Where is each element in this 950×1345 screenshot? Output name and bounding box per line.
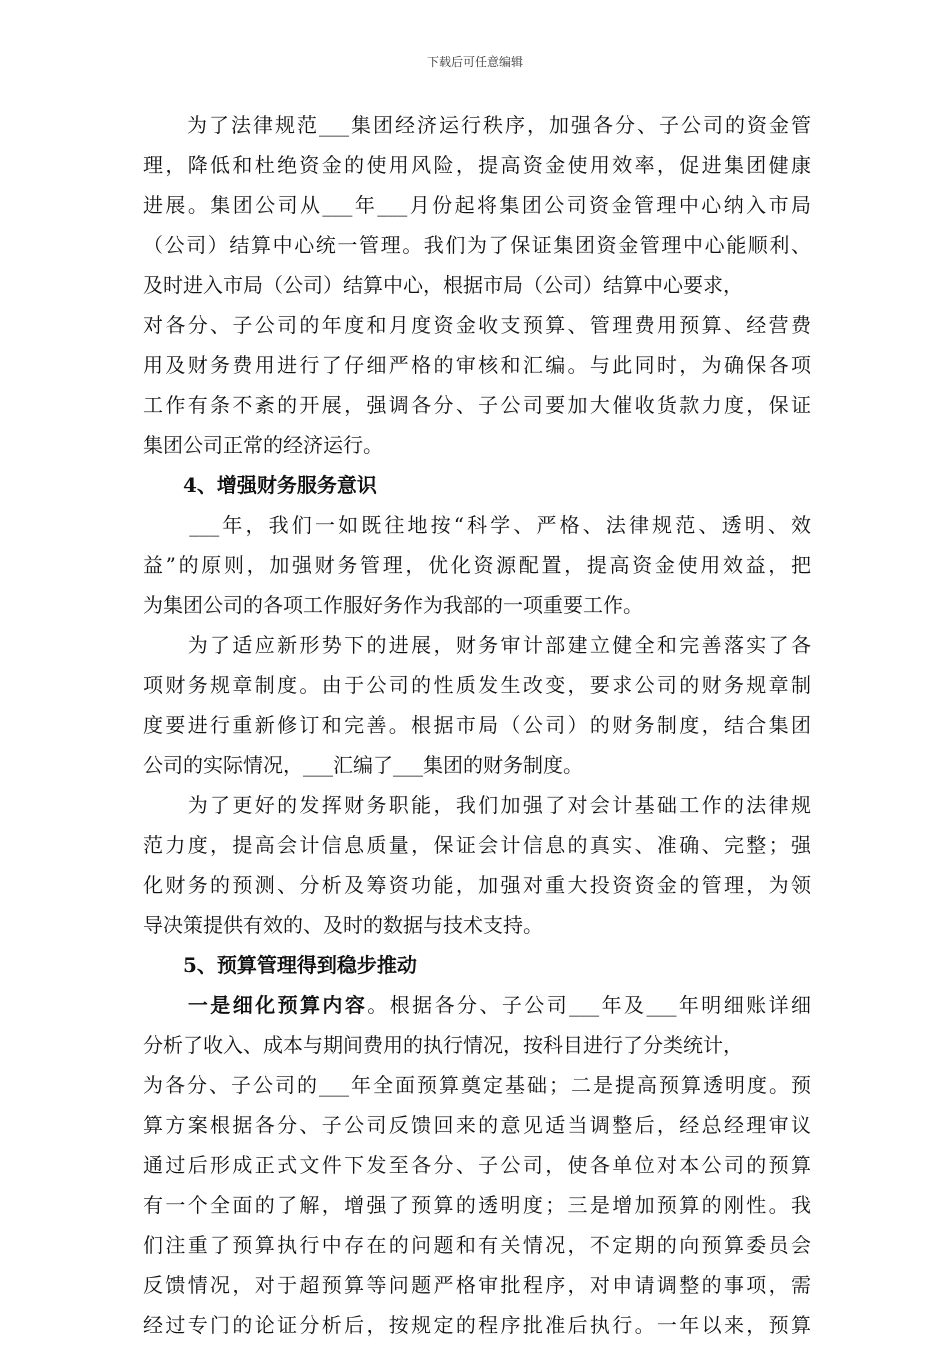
text-line: 及时进入市局（公司）结算中心，根据市局（公司）结算中心要求， <box>143 273 743 297</box>
line-rest: 。根据各分、子公司___年及___年明细账详细 <box>367 993 812 1017</box>
page-header: 下载后可任意编辑 <box>426 55 523 69</box>
text-line: 集团公司正常的经济运行。 <box>143 433 383 457</box>
bold-lead: 一是细化预算内容 <box>143 993 368 1017</box>
text-line: 为了适应新形势下的进展，财务审计部建立健全和完善落实了各 <box>143 633 811 657</box>
text-line: 们注重了预算执行中存在的问题和有关情况，不定期的向预算委员会 <box>143 1233 811 1257</box>
text-line: 对各分、子公司的年度和月度资金收支预算、管理费用预算、经营费 <box>143 313 811 337</box>
text-line: 为集团公司的各项工作服好务作为我部的一项重要工作。 <box>143 593 643 617</box>
text-line: ___年，我们一如既往地按“科学、严格、法律规范、透明、效 <box>143 513 811 537</box>
text-line <box>143 985 811 1025</box>
text-line: 范力度，提高会计信息质量，保证会计信息的真实、准确、完整；强 <box>143 833 811 857</box>
text-line: 进展。集团公司从___年___月份起将集团公司资金管理中心纳入市局 <box>143 193 811 217</box>
text-line: 项财务规章制度。由于公司的性质发生改变，要求公司的财务规章制 <box>143 673 811 697</box>
text-line: 反馈情况，对于超预算等问题严格审批程序，对申请调整的事项，需 <box>143 1273 811 1297</box>
text-line: （公司）结算中心统一管理。我们为了保证集团资金管理中心能顺利、 <box>143 233 811 257</box>
text-line: 算方案根据各分、子公司反馈回来的意见适当调整后，经总经理审议 <box>143 1113 811 1137</box>
text-line: 度要进行重新修订和完善。根据市局（公司）的财务制度，结合集团 <box>143 713 811 737</box>
text-line: 理，降低和杜绝资金的使用风险，提高资金使用效率，促进集团健康 <box>143 153 811 177</box>
text-line: 公司的实际情况，___汇编了___集团的财务制度。 <box>143 753 583 777</box>
text-line: 为了更好的发挥财务职能，我们加强了对会计基础工作的法律规 <box>143 793 811 817</box>
text-line: 导决策提供有效的、及时的数据与技术支持。 <box>143 913 543 937</box>
text-line: 通过后形成正式文件下发至各分、子公司，使各单位对本公司的预算 <box>143 1153 811 1177</box>
text-line: 用及财务费用进行了仔细严格的审核和汇编。与此同时，为确保各项 <box>143 353 811 377</box>
text-line: 为了法律规范___集团经济运行秩序，加强各分、子公司的资金管 <box>143 113 811 137</box>
text-line: 为各分、子公司的___年全面预算奠定基础；二是提高预算透明度。预 <box>143 1073 811 1097</box>
text-line: 有一个全面的了解，增强了预算的透明度；三是增加预算的刚性。我 <box>143 1193 811 1217</box>
document-body <box>143 105 811 1345</box>
section-heading: 4、增强财务服务意识 <box>143 473 377 497</box>
text-line: 化财务的预测、分析及筹资功能，加强对重大投资资金的管理，为领 <box>143 873 811 897</box>
section-heading: 5、预算管理得到稳步推动 <box>143 953 417 977</box>
text-line: 益”的原则，加强财务管理，优化资源配置，提高资金使用效益，把 <box>143 553 811 577</box>
text-line: 工作有条不紊的开展，强调各分、子公司要加大催收货款力度，保证 <box>143 393 811 417</box>
text-line: 分析了收入、成本与期间费用的执行情况，按科目进行了分类统计， <box>143 1033 743 1057</box>
text-line: 经过专门的论证分析后，按规定的程序批准后执行。一年以来，预算 <box>143 1313 811 1337</box>
